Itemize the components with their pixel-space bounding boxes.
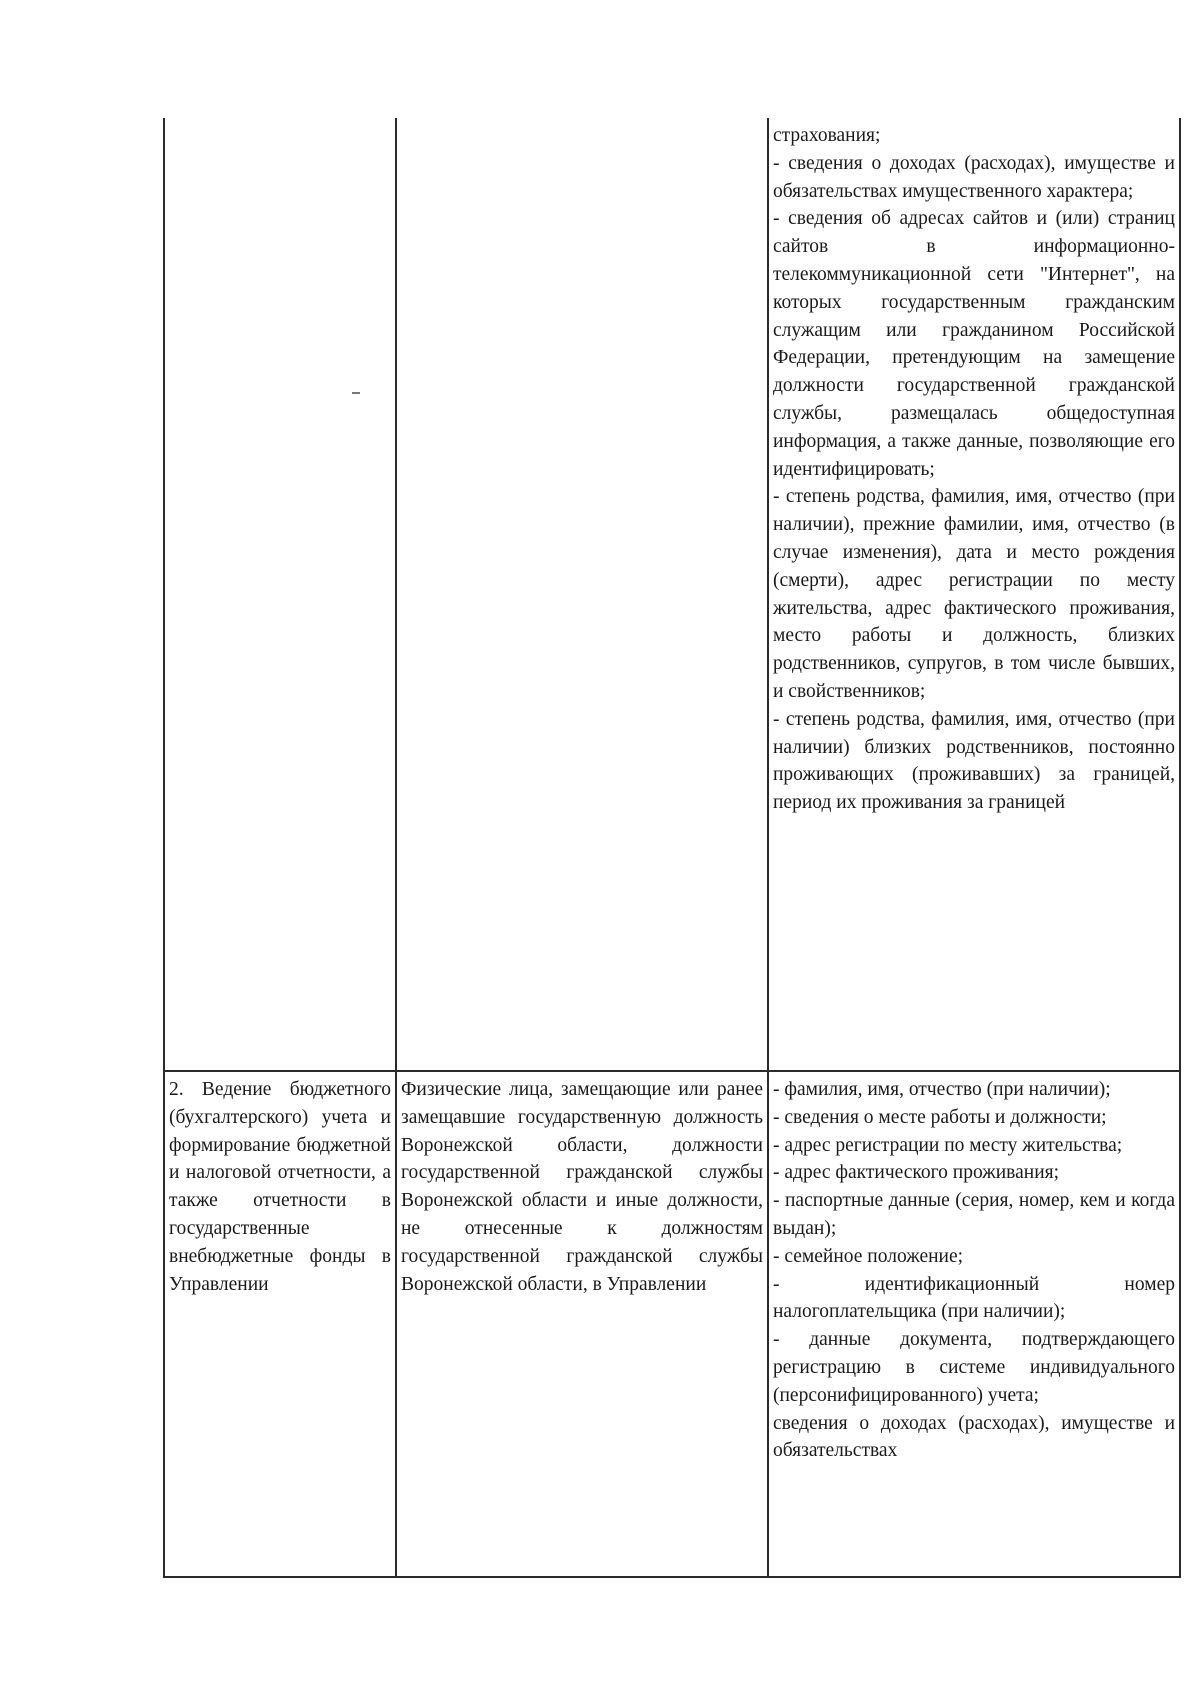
- table-row: [164, 118, 1180, 1071]
- purpose-cell: [164, 1071, 396, 1577]
- data-item: - сведения об адресах сайтов и (или) страниц сайтов в информационно-телекоммуникационной сети "Интернет", на которых государственным гражданским служащим или гражданином Российской Федерации, претендующим на замещение должности государственной гражданской службы, размещалась общедоступная информация, а также данные, позволяющие его идентифицировать;: [773, 208, 1175, 480]
- data-item: сведения о доходах (расходах), имуществе и обязательствах: [773, 1412, 1175, 1462]
- data-list-cell: [768, 1071, 1180, 1577]
- data-item: - семейное положение;: [773, 1245, 964, 1267]
- data-item: - сведения о доходах (расходах), имуществе и обязательствах имущественного характера;: [773, 152, 1175, 202]
- table-row: [164, 1071, 1180, 1577]
- subjects-cell: [396, 118, 768, 1071]
- data-item: - степень родства, фамилия, имя, отчество (при наличии), прежние фамилии, имя, отчество (в случае изменения), дата и место рождения (смерти), адрес регистрации по месту жительства, адрес фактического проживания, место работы и должность, близких родственников, супругов, в том числе бывших, и свойственников;: [773, 486, 1175, 702]
- subjects-text: Физические лица, замещающие или ранее замещавшие государственную должность Воронежской области, должности государственной гражданской службы Воронежской области и иные должности, не отнесенные к должностям государственной гражданской службы Воронежской области, в Управлении: [401, 1079, 763, 1295]
- purpose-cell: [164, 118, 396, 1071]
- data-item: - адрес регистрации по месту жительства;: [773, 1134, 1123, 1156]
- data-item: - идентификационный номер налогоплательщика (при наличии);: [773, 1273, 1175, 1323]
- subjects-cell: [396, 1071, 768, 1577]
- purpose-text: 2. Ведение бюджетного (бухгалтерского) учета и формирование бюджетной и налоговой отчетности, а также отчетности в государственные внебюджетные фонды в Управлении: [169, 1079, 391, 1295]
- data-item: - паспортные данные (серия, номер, кем и когда выдан);: [773, 1190, 1175, 1239]
- data-item: - данные документа, подтверждающего регистрацию в системе индивидуального (персонифицированного) учета;: [773, 1329, 1175, 1406]
- data-item: - сведения о месте работы и должности;: [773, 1106, 1107, 1128]
- data-item: - степень родства, фамилия, имя, отчество (при наличии) близких родственников, постоянно проживающих (проживавших) за границей, период их проживания за границей: [773, 708, 1175, 814]
- data-item: - адрес фактического проживания;: [773, 1162, 1060, 1184]
- data-list-cell: [768, 118, 1180, 1071]
- personal-data-table: [163, 118, 1181, 1578]
- data-item: - фамилия, имя, отчество (при наличии);: [773, 1079, 1111, 1100]
- data-item: страхования;: [773, 125, 881, 146]
